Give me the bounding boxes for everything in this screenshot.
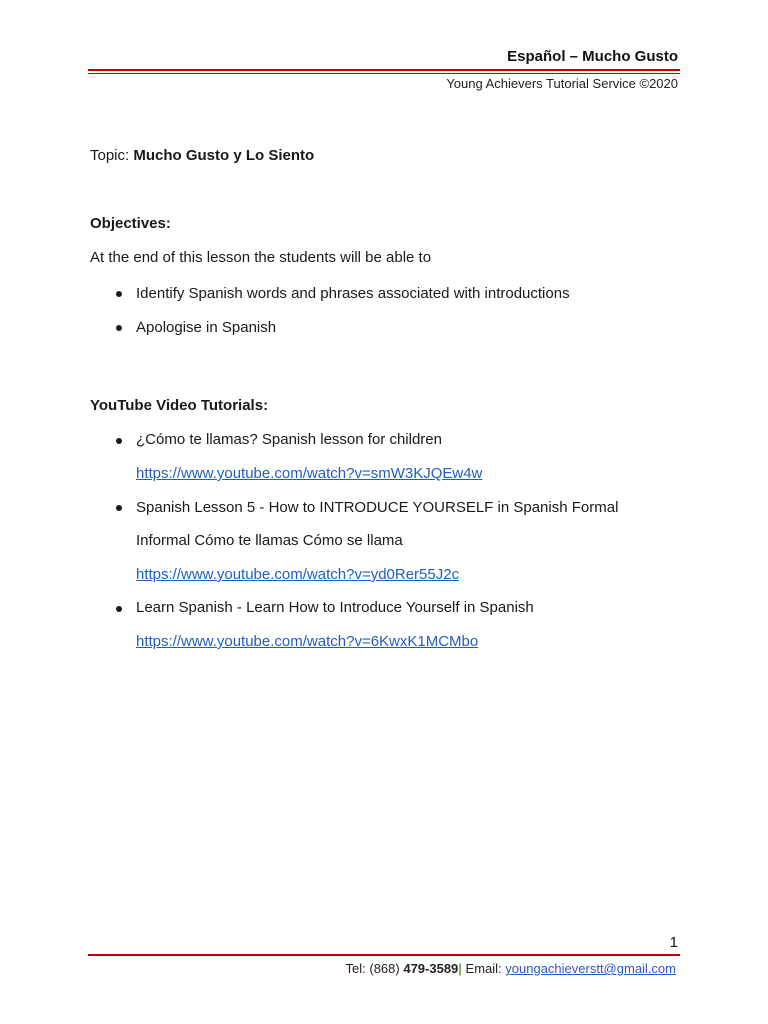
topic-value: Mucho Gusto y Lo Siento (133, 147, 315, 164)
video-title: Learn Spanish - Learn How to Introduce Yourself in Spanish (136, 599, 534, 616)
page-number: 1 (669, 934, 678, 951)
tel-number: 479-3589 (403, 961, 459, 976)
header-divider (88, 69, 680, 74)
bullet-icon (116, 606, 122, 612)
video-title: ¿Cómo te llamas? Spanish lesson for children (136, 431, 442, 448)
email-link[interactable]: youngachieverstt@gmail.com (505, 961, 676, 976)
footer-contact (346, 961, 676, 976)
objectives-heading: Objectives: (90, 215, 171, 232)
header-title: Español – Mucho Gusto (507, 48, 678, 65)
video-link[interactable]: https://www.youtube.com/watch?v=yd0Rer55J2c (136, 566, 460, 583)
video-title-continued: Informal Cómo te llamas Cómo se llama (136, 532, 403, 549)
video-link[interactable]: https://www.youtube.com/watch?v=6KwxK1MCMbo (136, 633, 479, 650)
tel-label: Tel: (868) (345, 961, 404, 976)
videos-heading: YouTube Video Tutorials: (90, 397, 269, 414)
video-link[interactable]: https://www.youtube.com/watch?v=smW3KJQEw4w (136, 465, 483, 482)
objective-item: Apologise in Spanish (136, 319, 277, 336)
objectives-intro: At the end of this lesson the students will be able to (90, 249, 432, 266)
bullet-icon (116, 438, 122, 444)
footer-divider (88, 954, 680, 956)
video-title: Spanish Lesson 5 - How to INTRODUCE YOURSELF in Spanish Formal (136, 499, 619, 516)
bullet-icon (116, 505, 122, 511)
objective-item: Identify Spanish words and phrases associated with introductions (136, 285, 570, 302)
bullet-icon (116, 291, 122, 297)
video-link-line (136, 566, 459, 583)
header-subtitle: Young Achievers Tutorial Service ©2020 (446, 76, 678, 91)
topic-label: Topic: (90, 147, 130, 164)
footer-separator: | (458, 961, 462, 976)
bullet-icon (116, 325, 122, 331)
topic-line (90, 147, 314, 164)
video-link-line (136, 465, 482, 482)
email-label: Email: (461, 961, 506, 976)
video-link-line (136, 633, 478, 650)
